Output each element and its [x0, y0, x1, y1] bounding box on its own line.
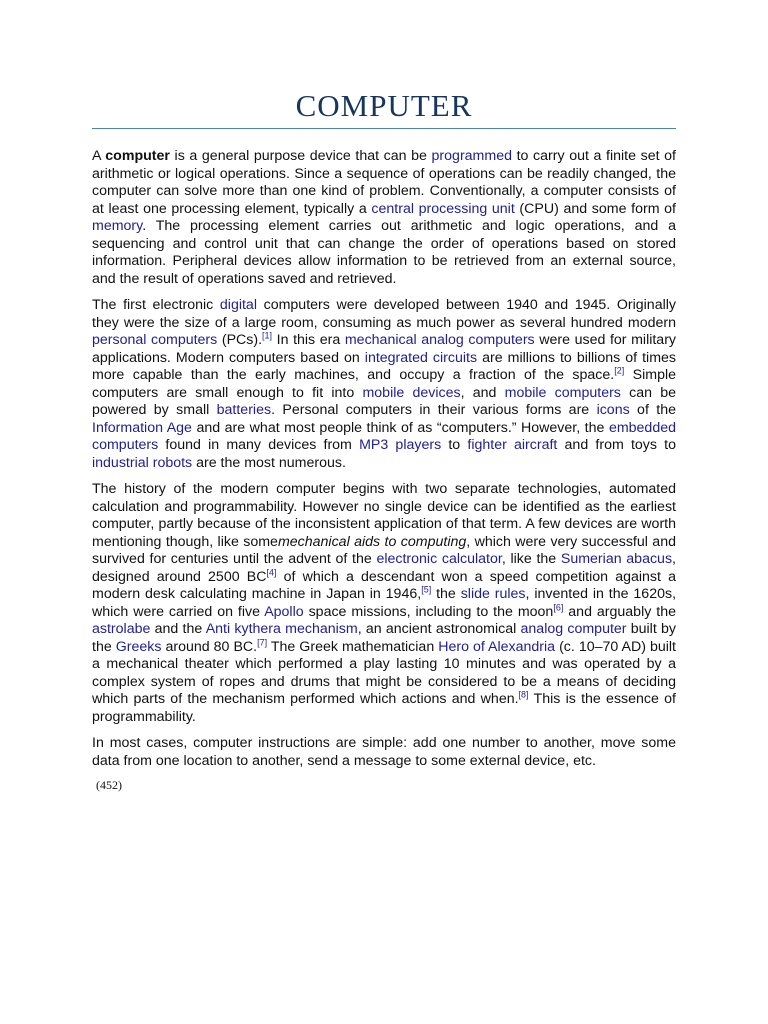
italic-term: mechanical aids to computing	[277, 533, 467, 550]
citation-4[interactable]: [4]	[266, 566, 277, 577]
link-apollo[interactable]: Apollo	[264, 603, 304, 620]
link-programmed[interactable]: programmed	[431, 148, 512, 164]
link-embedded-computers[interactable]: embedded computers	[92, 419, 676, 453]
citation-2[interactable]: [2]	[614, 365, 625, 376]
citation-6[interactable]: [6]	[553, 601, 564, 612]
citation-5[interactable]: [5]	[421, 584, 432, 595]
link-batteries[interactable]: batteries	[216, 402, 272, 418]
link-hero-of-alexandria[interactable]: Hero of Alexandria	[438, 638, 556, 655]
link-cpu[interactable]: central processing unit	[371, 200, 515, 217]
link-electronic-calculator[interactable]: electronic calculator	[376, 551, 502, 567]
link-mp3-players[interactable]: MP3 players	[359, 437, 442, 453]
bold-term: computer	[105, 148, 170, 164]
paragraph-1: A computer is a general purpose device that can be programmed to carry out a finite set of arithmetic or logical operations. Since a sequence of operations can be readily changed, the computer can solve more than one kind of problem. Conventionally, a computer consists of at least one processing element, typically a central processing unit (CPU) and some form of memory. The processing element carries out arithmetic and logic operations, and a sequencing and control unit that can change the order of operations based on stored information. Peripheral devices allow information to be retrieved from an external source, and the result of operations saved and retrieved.	[92, 148, 677, 287]
link-analog-computer[interactable]: analog computer	[520, 621, 627, 637]
page-number: (452)	[96, 778, 122, 792]
link-integrated-circuits[interactable]: integrated circuits	[364, 349, 478, 366]
paragraph-2: The first electronic digital computers were developed between 1940 and 1945. Originally they were the size of a large room, consuming as much power as several hundred modern personal computers (PCs).[1] In this era mechanical analog computers were used for military applications. Modern computers based on integrated circuits are millions to billions of times more capable than the early machines, and occupy a fraction of the space.[2] Simple computers are small enough to fit into mobile devices, and mobile computers can be powered by small batteries. Personal computers in their various forms are icons of the Information Age and are what most people think of as “computers.” However, the embedded computers found in many devices from MP3 players to fighter aircraft and from toys to industrial robots are the most numerous.	[92, 297, 677, 471]
link-personal-computers[interactable]: personal computers	[92, 332, 218, 348]
citation-1[interactable]: [1]	[262, 330, 273, 341]
link-mobile-devices[interactable]: mobile devices	[362, 384, 461, 401]
paragraph-4: In most cases, computer instructions are simple: add one number to another, move some data from one location to another, send a message to some external device, etc.	[92, 735, 676, 769]
link-greeks[interactable]: Greeks	[115, 638, 162, 655]
link-icons[interactable]: icons	[596, 402, 630, 418]
title-divider	[92, 128, 676, 129]
link-industrial-robots[interactable]: industrial robots	[92, 454, 193, 471]
article-body	[92, 148, 676, 795]
citation-8[interactable]: [8]	[518, 689, 529, 700]
link-memory[interactable]: memory	[92, 218, 143, 234]
link-digital[interactable]: digital	[219, 297, 257, 313]
link-sumerian-abacus[interactable]: Sumerian abacus	[560, 551, 673, 567]
paragraph-3: The history of the modern computer begins with two separate technologies, automated calculation and programmability. However no single device can be identified as the earliest computer, partly because of the inconsistent application of that term. A few devices are worth mentioning though, like somemechanical aids to computing, which were very successful and survived for centuries until the advent of the electronic calculator, like the Sumerian abacus, designed around 2500 BC[4] of which a descendant won a speed competition against a modern desk calculating machine in Japan in 1946,[5] the slide rules, invented in the 1620s, which were carried on five Apollo space missions, including to the moon[6] and arguably the astrolabe and the Anti kythera mechanism, an ancient astronomical analog computer built by the Greeks around 80 BC.[7] The Greek mathematician Hero of Alexandria (c. 10–70 AD) built a mechanical theater which performed a play lasting 10 minutes and was operated by a complex system of ropes and drums that might be considered to be a means of deciding which parts of the mechanism performed which actions and when.[8] This is the essence of programmability.	[92, 481, 677, 725]
citation-7[interactable]: [7]	[257, 636, 268, 647]
link-slide-rules[interactable]: slide rules	[460, 586, 526, 602]
page-title: COMPUTER	[295, 88, 473, 123]
link-fighter-aircraft[interactable]: fighter aircraft	[467, 437, 558, 453]
link-mobile-computers[interactable]: mobile computers	[504, 384, 621, 401]
link-antikythera-mechanism[interactable]: Anti kythera mechanism	[205, 621, 358, 637]
link-astrolabe[interactable]: astrolabe	[92, 621, 151, 637]
link-information-age[interactable]: Information Age	[92, 419, 192, 436]
link-mechanical-analog[interactable]: mechanical analog computers	[344, 332, 535, 348]
